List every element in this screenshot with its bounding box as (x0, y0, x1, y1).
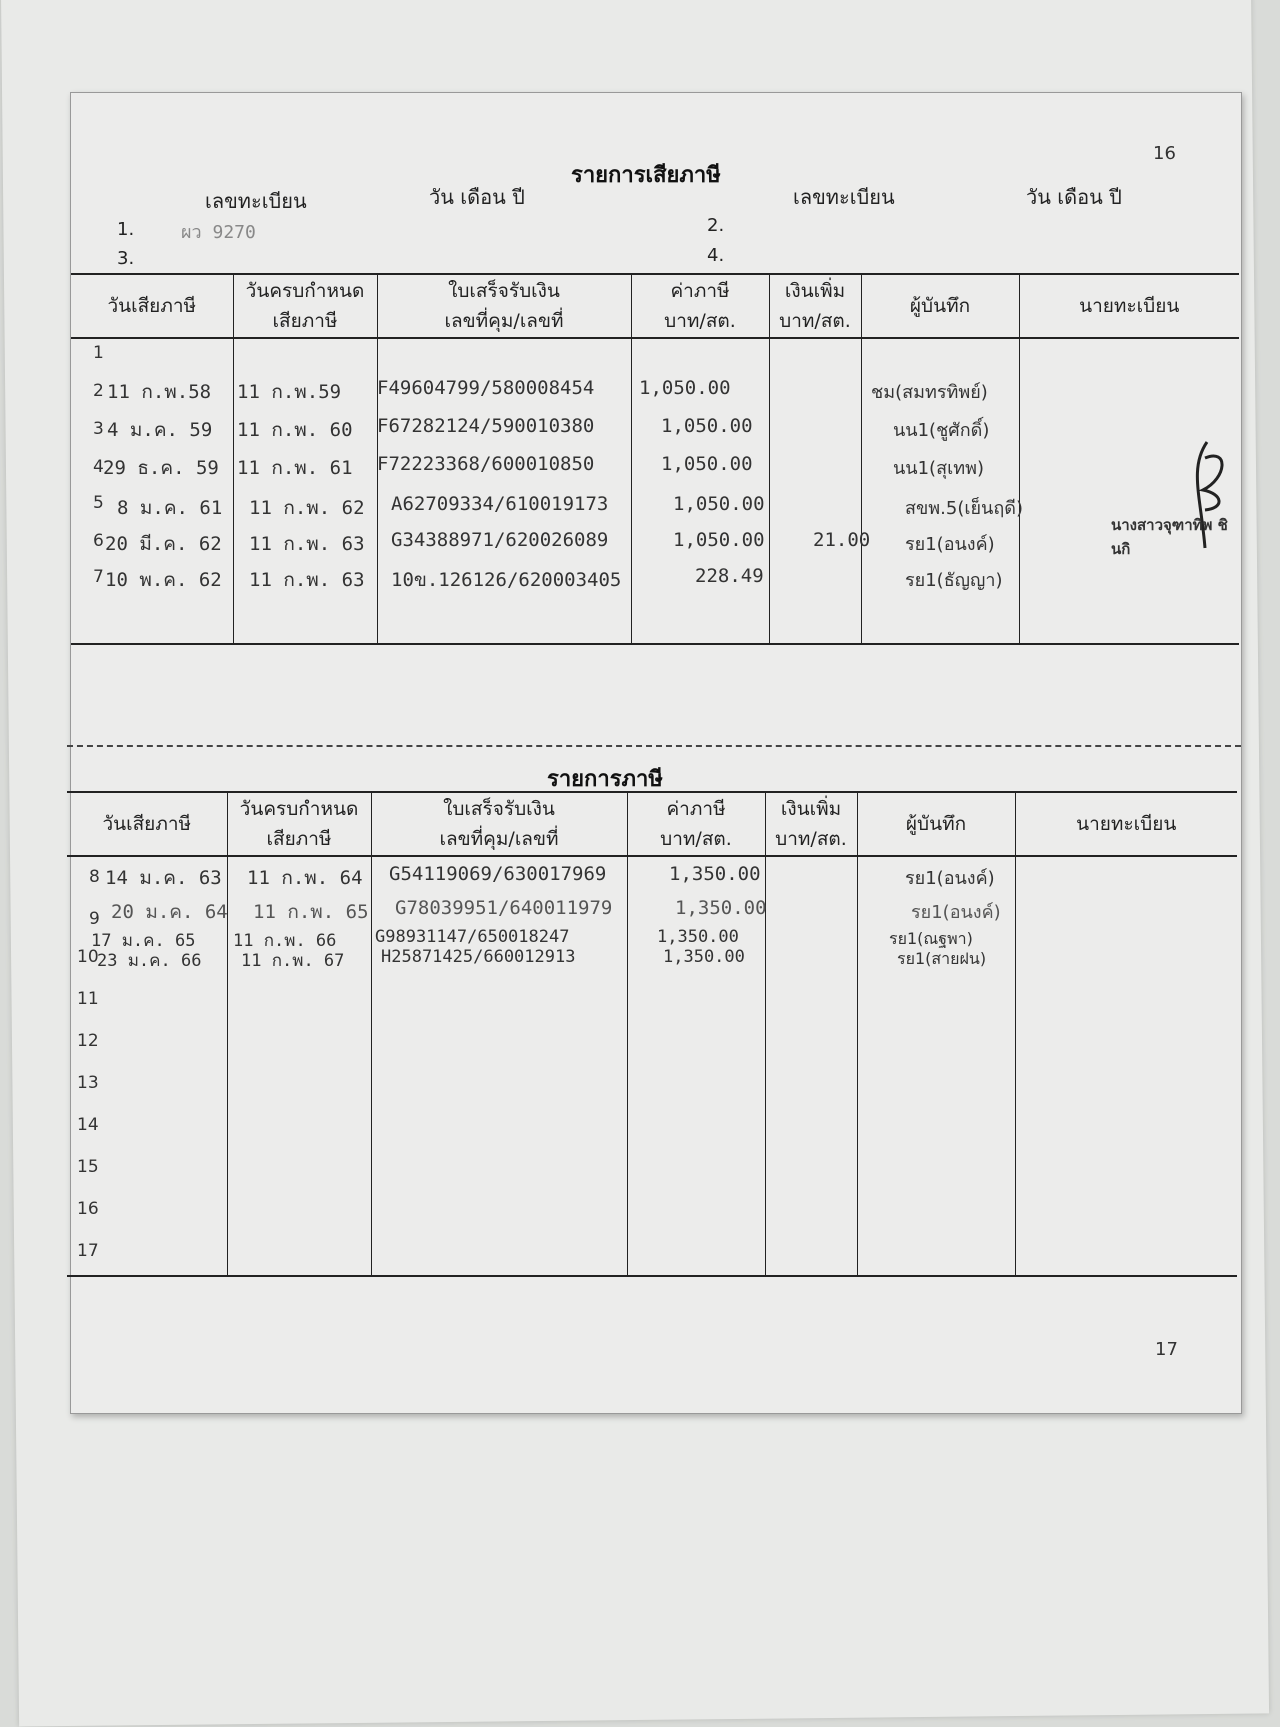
col-due-date: วันครบกำหนด เสียภาษี (233, 274, 377, 338)
header-right-reg: เลขทะเบียน (793, 185, 895, 209)
col-extra: เงินเพิ่ม บาท/สต. (765, 792, 857, 856)
section2-table (67, 791, 1237, 1277)
reg-label-2: 2. (707, 215, 725, 236)
header-left-reg: เลขทะเบียน (205, 189, 307, 213)
col-recorder: ผู้บันทึก (857, 792, 1015, 856)
col-paid-date: วันเสียภาษี (71, 274, 233, 338)
tear-line (67, 745, 1241, 753)
col-registrar: นายทะเบียน (1019, 274, 1239, 338)
col-recorder: ผู้บันทึก (861, 274, 1019, 338)
col-receipt: ใบเสร็จรับเงิน เลขที่คุม/เลขที่ (377, 274, 631, 338)
col-tax: ค่าภาษี บาท/สต. (627, 792, 765, 856)
header-left-date: วัน เดือน ปี (429, 185, 525, 209)
col-registrar: นายทะเบียน (1015, 792, 1237, 856)
section2-title: รายการภาษี (547, 767, 663, 792)
reg-label-4: 4. (707, 245, 725, 266)
page-number-top: 16 (1153, 143, 1176, 164)
col-due-date: วันครบกำหนด เสียภาษี (227, 792, 371, 856)
header-right-date: วัน เดือน ปี (1026, 185, 1122, 209)
reg-label-1: 1. (117, 219, 135, 240)
reg-label-3: 3. (117, 248, 135, 269)
section1-title: รายการเสียภาษี (571, 163, 721, 188)
tax-record-page: 16 รายการเสียภาษี เลขทะเบียน วัน เดือน ปี เลขทะเบียน วัน เดือน ปี 1. ผว 9270 2. 3. 4. วันเสียภาษี วันครบกำหนด เสียภาษี ใบเสร็จรับเงิน เลขที่คุม/เลขที่ ค่าภาษี บาท/สต. เงินเพิ่ม บาท/สต. ผู้บันทึก นายทะเบียน 1 2 11 ก.พ.58 11 ก.พ.59 F49604799/580008454 1,050.00 ชม(สมทรทิพย์) 3 4 ม.ค. 59 11 ก.พ. 60 F67282124/590010380 1,050.00 นน1(ชูศักดิ์) 4 29 ธ.ค. 59 11 ก.พ. 61 F72223368/600010850 1,050.00 นน1(สุเทพ) 5 8 ม.ค. 61 11 ก.พ. 62 A62709334/610019173 1,050.00 สขพ.5(เย็นฤดี) 6 20 มี.ค. 62 11 ก.พ. 63 G34388971/620026089 1,050.00 21.00 รย1(อนงค์) 7 10 พ.ค. 62 11 ก.พ. 63 10ข.126126/620003405 228.49 รย1(ธัญญา) นางสาวจุฑาทิพ ชินกิ รายการภาษี วันเสียภาษี วันครบกำหนด เสียภาษี ใบเสร็จรับเงิน เลขที่คุม/เลขที่ ค่าภาษี บาท/สต. เงินเพิ่ม บาท/สต. ผู้บันทึก นายทะเบียน 8 14 ม.ค. 63 11 ก.พ. 64 G54119069/630017969 1,350.00 รย1(อนงค์) 9 20 ม.ค. 64 11 ก.พ. 65 G78039951/640011979 1,350.00 รย1(อนงค์) 17 ม.ค. 65 11 ก.พ. 66 G98931147/650018247 1,350.00 รย1(ณฐพา) 10 23 ม.ค. 66 11 ก.พ. 67 H25871425/660012913 1,350.00 รย1(สายฝน) 11 12 13 14 15 16 17 17 (70, 92, 1242, 1414)
col-receipt: ใบเสร็จรับเงิน เลขที่คุม/เลขที่ (371, 792, 627, 856)
col-tax: ค่าภาษี บาท/สต. (631, 274, 769, 338)
page-number-bottom: 17 (1155, 1339, 1178, 1360)
registrar-name: นางสาวจุฑาทิพ ชินกิ (1111, 516, 1228, 558)
col-paid-date: วันเสียภาษี (67, 792, 227, 856)
col-extra: เงินเพิ่ม บาท/สต. (769, 274, 861, 338)
plate-number-1: ผว 9270 (181, 222, 256, 243)
